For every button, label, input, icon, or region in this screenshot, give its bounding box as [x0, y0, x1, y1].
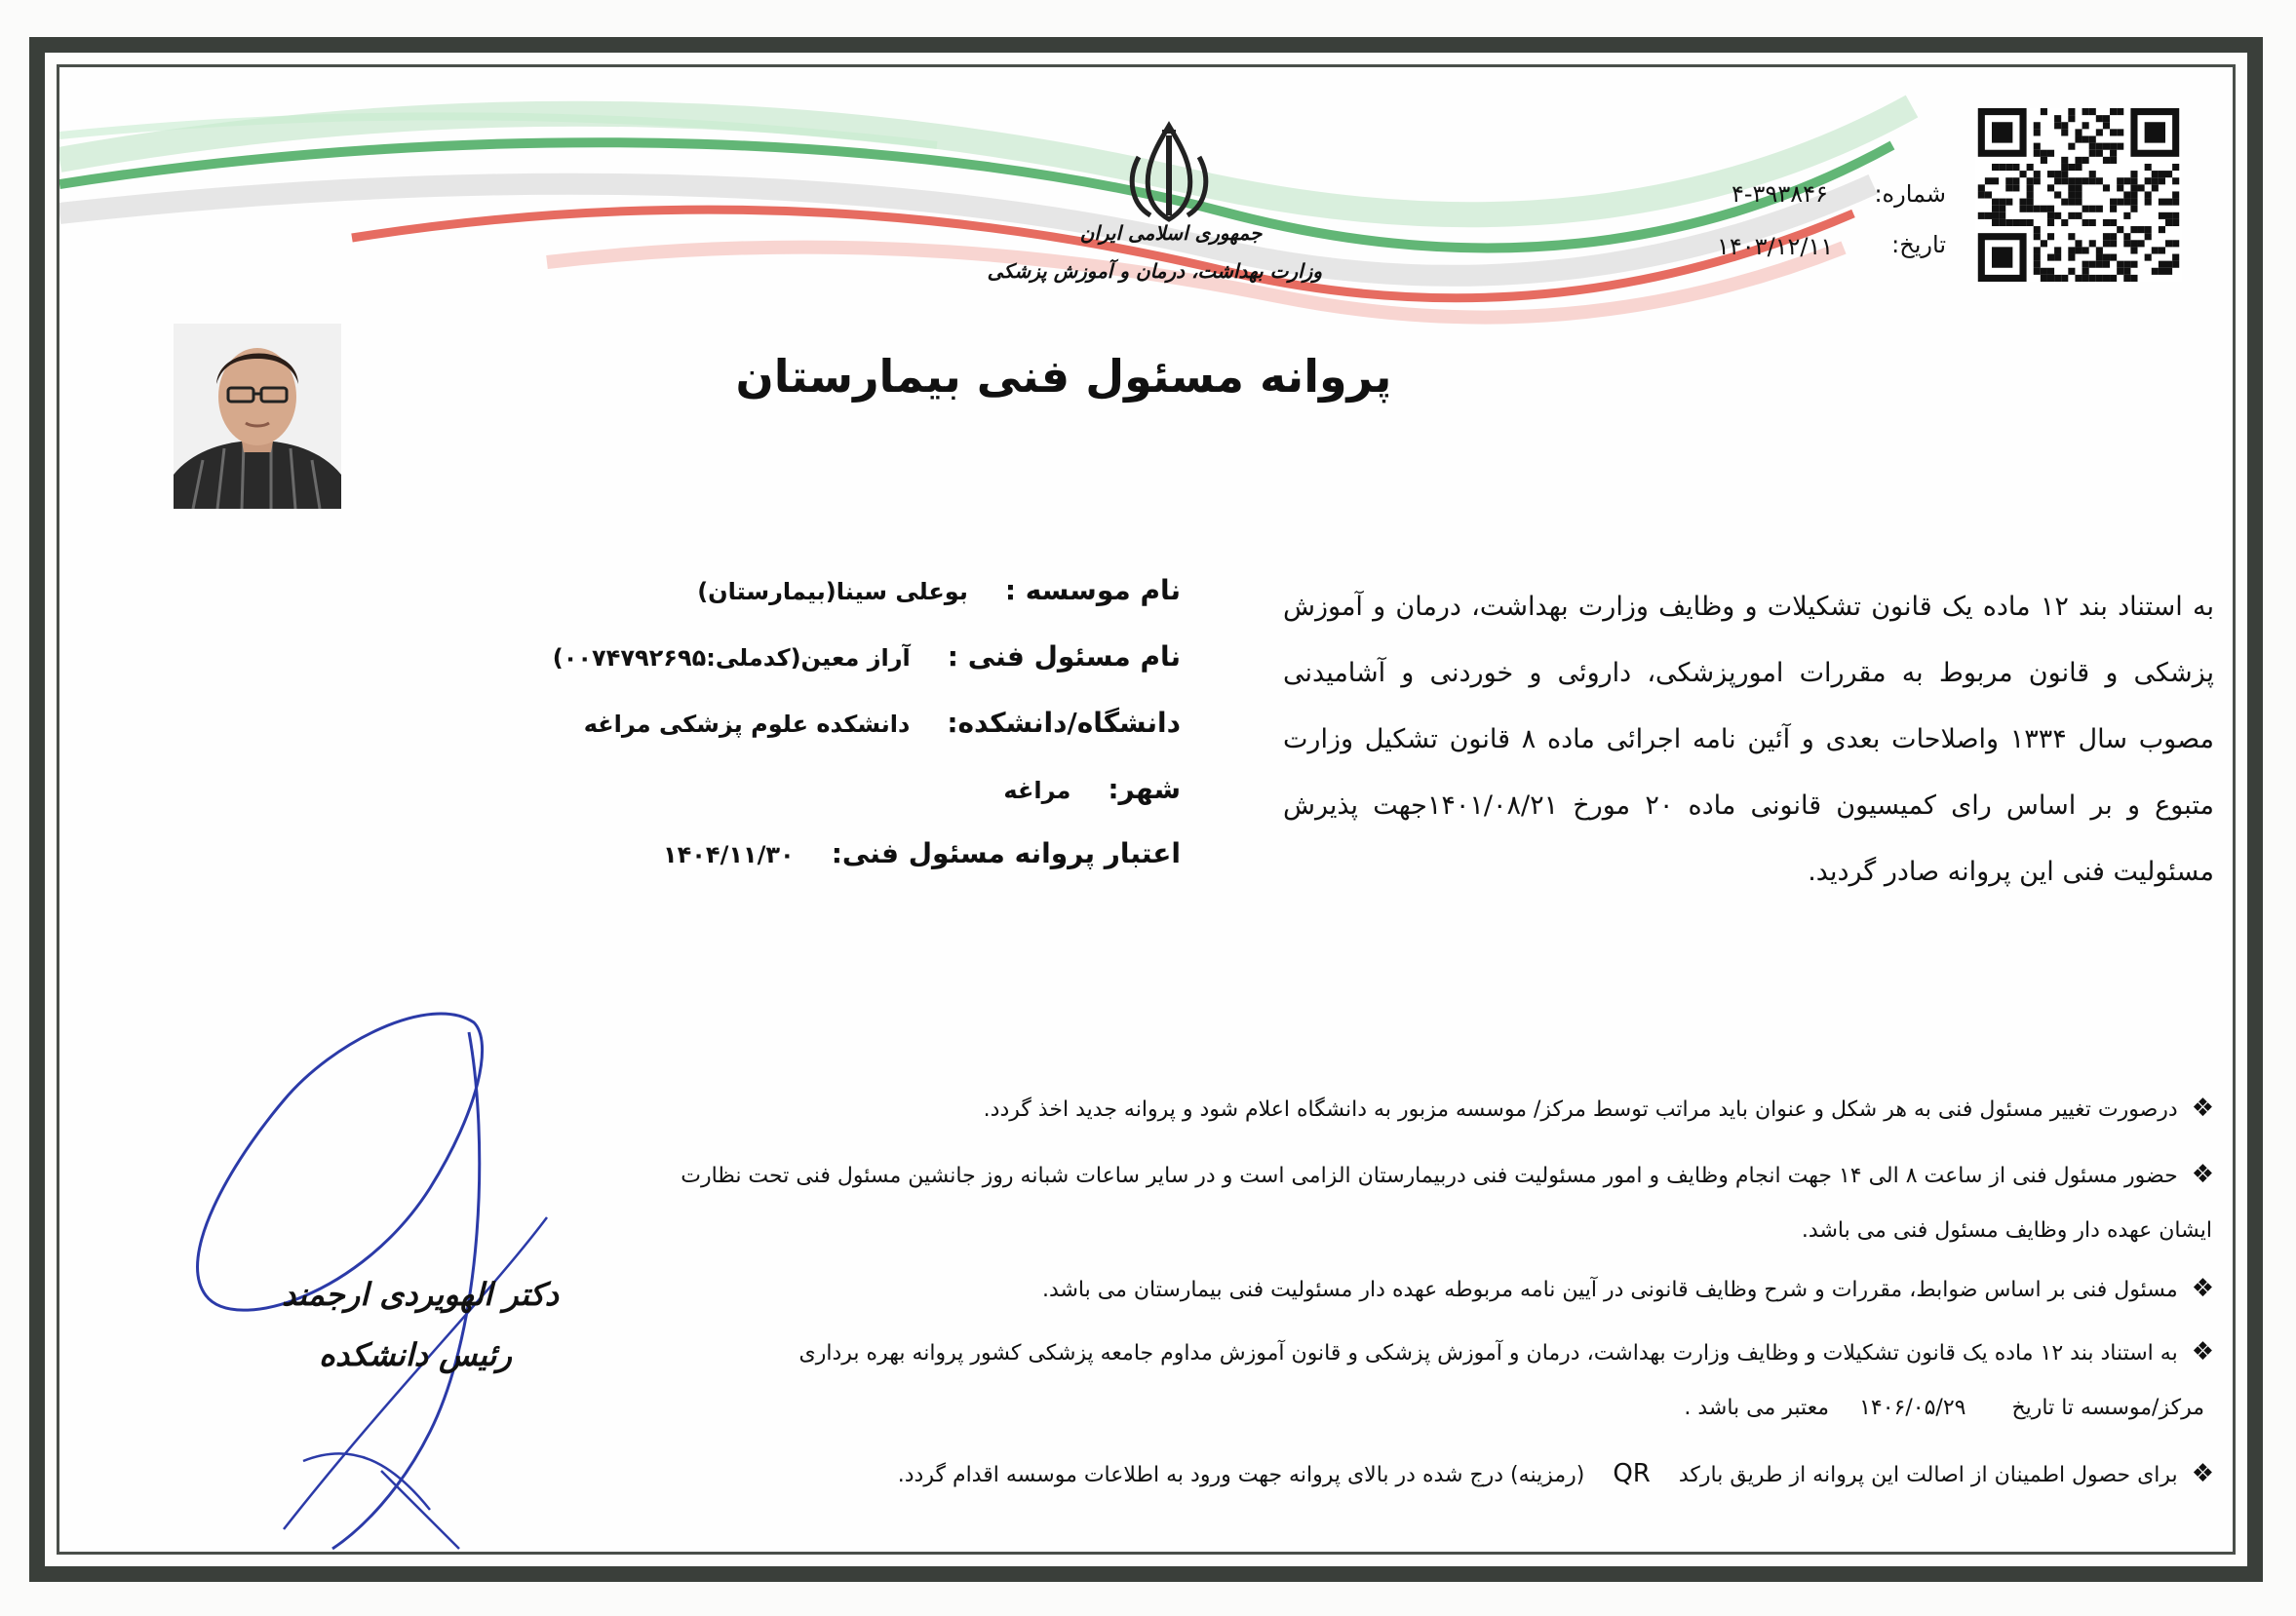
- number-value: ۴-۳۹۳۸۴۶: [1732, 180, 1828, 208]
- signatory-name: دکتر الهویردی ارجمند: [282, 1276, 559, 1313]
- ministry-name: وزارت بهداشت، درمان و آموزش پزشکی: [987, 259, 1322, 283]
- field-city-label: شهر:: [1108, 773, 1181, 805]
- note-2-text-line2: ایشان عهده دار وظایف مسئول فنی می باشد.: [1801, 1218, 2212, 1243]
- note-5-text-part1: برای حصول اطمینان از اصالت این پروانه از طریق بارکد: [1678, 1463, 2178, 1487]
- field-institution: [586, 574, 1181, 606]
- field-validity-label: اعتبار پروانه مسئول فنی:: [831, 837, 1181, 869]
- bullet-icon: ❖: [2191, 1274, 2214, 1303]
- note-2: [605, 1147, 2214, 1258]
- intro-paragraph: به استناد بند ۱۲ ماده یک قانون تشکیلات و وظایف وزارت بهداشت، درمان و آموزش پزشکی و قانون مربوط به مقررات امورپزشکی، داروئی و خوردنی و آشامیدنی مصوب سال ۱۳۳۴ واصلاحات بعدی و آئین نامه اجرائی ماده ۸ قانون تشکیل وزارت متبوع و بر اساس رای کمیسیون قانونی ماده ۲۰ مورخ ۱۴۰۱/۰۸/۲۱جهت پذیرش مسئولیت فنی این پروانه صادر گردید.: [1283, 592, 2214, 887]
- note-4: [683, 1325, 2214, 1436]
- number-label: شماره:: [1874, 180, 1946, 208]
- bullet-icon: ❖: [2191, 1160, 2214, 1189]
- field-city-value: مراغه: [1003, 777, 1071, 804]
- certificate-title: پروانه مسئول فنی بیمارستان: [735, 350, 1392, 403]
- note-5-qr: QR: [1613, 1459, 1651, 1488]
- date-label: تاریخ:: [1891, 231, 1946, 258]
- field-validity-value: ۱۴۰۴/۱۱/۳۰: [662, 841, 795, 868]
- bullet-icon: ❖: [2191, 1459, 2214, 1488]
- certificate-body: [57, 64, 2236, 1555]
- qr-code[interactable]: [1975, 108, 2182, 282]
- republic-name: جمهوری اسلامی ایران: [1079, 221, 1263, 245]
- signatory-position: رئیس دانشکده: [319, 1336, 512, 1373]
- date-value: ۱۴۰۳/۱۲/۱۱: [1717, 233, 1834, 260]
- field-university-label: دانشگاه/دانشکده:: [947, 707, 1181, 739]
- portrait-photo: [174, 324, 341, 509]
- field-city: [586, 773, 1181, 805]
- certificate-frame: [29, 37, 2263, 1582]
- field-technical-manager-label: نام مسئول فنی :: [947, 640, 1181, 673]
- note-3-text: مسئول فنی بر اساس ضوابط، مقررات و شرح وظایف قانونی در آیین نامه مربوطه عهده دار مسئولیت فنی بیمارستان می باشد.: [1041, 1278, 2178, 1302]
- field-institution-label: نام موسسه :: [1004, 574, 1181, 606]
- note-4-prefix: مرکز/موسسه تا تاریخ: [2011, 1396, 2204, 1420]
- note-4-text-line1: به استناد بند ۱۲ ماده یک قانون تشکیلات و وظایف وزارت بهداشت، درمان و آموزش پزشکی و قانون آموزش مداوم جامعه پزشکی کشور پروانه بهره برداری: [798, 1341, 2178, 1366]
- field-validity: [586, 837, 1181, 869]
- field-technical-manager: [552, 640, 1181, 673]
- note-5-text-part2: (رمزینه) درج شده در بالای پروانه جهت ورود به اطلاعات موسسه اقدام گردد.: [897, 1463, 1585, 1487]
- field-institution-value: بوعلی سینا(بیمارستان): [697, 578, 968, 605]
- bullet-icon: ❖: [2191, 1094, 2214, 1123]
- note-1-text: درصورت تغییر مسئول فنی به هر شکل و عنوان باید مراتب توسط مرکز/ موسسه مزبور به دانشگاه اعلام شود و پروانه جدید اخذ گردد.: [983, 1097, 2178, 1122]
- note-4-date: ۱۴۰۶/۰۵/۲۹: [1859, 1396, 1966, 1420]
- note-2-text-line1: حضور مسئول فنی از ساعت ۸ الی ۱۴ جهت انجام وظایف و امور مسئولیت فنی دربیمارستان الزامی است و در سایر ساعات شبانه روز جانشین مسئول فنی تحت نظارت: [681, 1164, 2178, 1188]
- note-3: [937, 1261, 2214, 1318]
- note-1: [820, 1081, 2214, 1137]
- iran-emblem-icon: [1125, 118, 1213, 225]
- field-technical-manager-value: آراز معین(کدملی:۰۰۷۴۷۹۲۶۹۵): [552, 644, 911, 672]
- note-4-suffix: معتبر می باشد .: [1684, 1396, 1830, 1420]
- field-university: [583, 707, 1181, 739]
- field-university-value: دانشکده علوم پزشکی مراغه: [583, 711, 911, 738]
- bullet-icon: ❖: [2191, 1337, 2214, 1366]
- note-5: [800, 1446, 2214, 1503]
